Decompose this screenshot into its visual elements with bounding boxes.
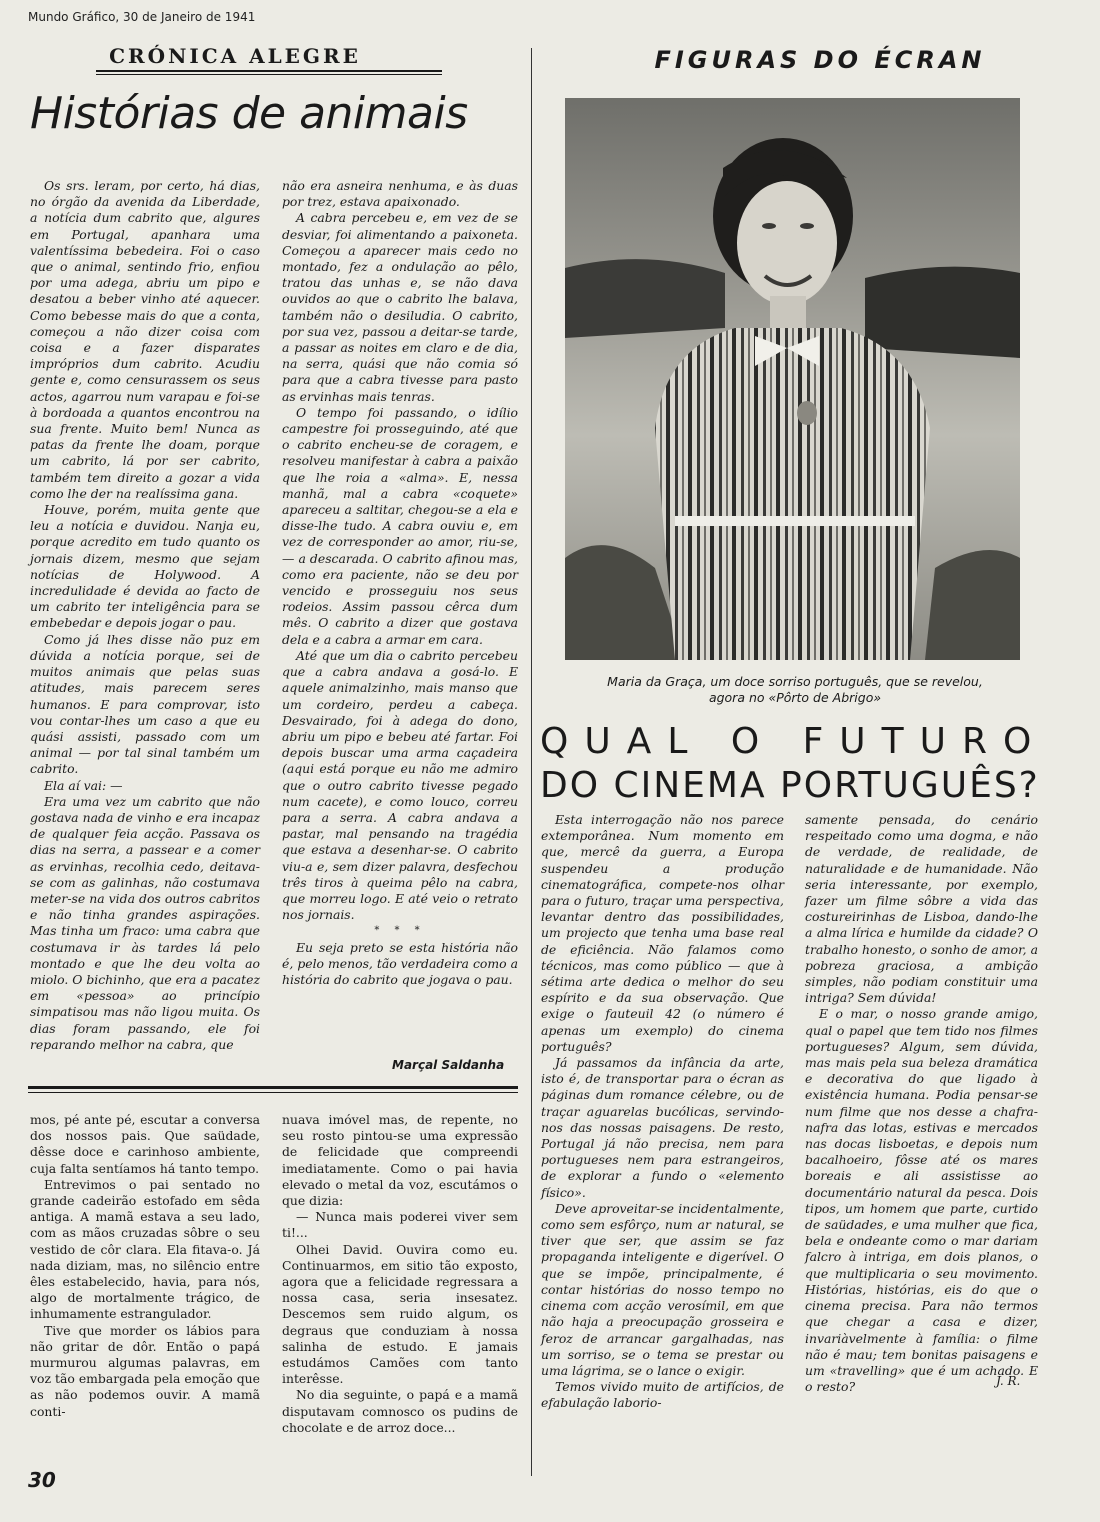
article-headline [540,720,1048,808]
article-column-2 [282,178,518,1058]
woman-portrait-image [565,98,1020,660]
author-signature: Marçal Saldanha [392,1058,505,1072]
story-column-2 [282,1112,518,1435]
page-number: 30 [28,1468,56,1492]
story-divider-thin [28,1092,518,1093]
paragraph: Tive que morder os lábios para não gritar de dôr. Então o papá murmurou algumas palavras, em voz tão embargada pela emoção que as não podemos ouvir. A mamã conti- [30,1322,260,1419]
paragraph: Temos vivido muito de artifícios, de efabulação laborio- [541,1379,784,1411]
paragraph: nuava imóvel mas, de repente, no seu rosto pintou-se uma expressão de felicidade que compreendi imediatamente. Como o pai havia elevado o metal da voz, escutámos o que dizia: [282,1112,518,1209]
paragraph: Os srs. leram, por certo, há dias, no órgão da avenida da Liberdade, a notícia dum cabrito que, algures em Portugal, apanhara uma valentíssima bebedeira. Foi o caso que o animal, sentindo frio, enfiou por uma adega, abriu um pipo e desatou a beber vinho até aquecer. Como bebesse mais do que a conta, começou a não dizer coisa com coisa e a fazer disparates impróprios dum cabrito. Acudiu gente e, como censurassem os seus actos, agarrou num varapau e foi-se à bordoada a quantos encontrou na sua frente. Muito bem! Nunca as patas da frente lhe doam, porque um cabrito, lá por ser cabrito, também tem direito a gozar a vida como lhe der na realíssima gana. [30,178,260,501]
story-column-1 [30,1112,260,1419]
masthead: Mundo Gráfico, 30 de Janeiro de 1941 [28,10,256,24]
story-divider [28,1086,518,1089]
paragraph: A cabra percebeu e, em vez de se desviar, foi alimentando a paixoneta. Começou a aparecer mais cedo no montado, fez a ondulação ao pêlo, tratou das unhas e, se não dava ouvidos ao que o cabrito lhe balava, também não o desiludia. O cabrito, por sua vez, passou a deitar-se tarde, a passar as noites em claro e de dia, na serra, quási que não comia só para que a cabra tivesse para pasto as ervinhas mais tenras. [282,210,518,404]
caption-line: Maria da Graça, um doce sorriso português, que se revelou, [607,674,983,689]
paragraph: Entrevimos o pai sentado no grande cadeirão estofado em sêda antiga. A mamã estava a seu lado, com as mãos cruzadas sôbre o seu vestido de côr clara. Ela fitava-o. Já nada diziam, mas, no silêncio entre êles estabelecido, havia, para nós, algo de mortalmente trágico, de inhumamente estrangulador. [30,1176,260,1322]
paragraph: não era asneira nenhuma, e às duas por trez, estava apaixonado. [282,178,518,210]
headline-line: DO CINEMA PORTUGUÊS? [540,765,1040,806]
section-break: * * * [374,925,426,937]
paragraph: E o mar, o nosso grande amigo, qual o papel que tem tido nos filmes portugueses? Algum, sem dúvida, mas mais pela sua beleza dramática e decorativa do que ligado à existência humana. Podia pensar-se num filme que nos desse a chafra-nafra das lotas, estivas e mercados nas docas lisboetas, e depois num bacalhoeiro, fôsse até os mares boreais e ali assistisse ao documentário natural da pesca. Dois tipos, um homem que parte, curtido de saüdades, e uma mulher que fica, bela e ondeante como o mar dariam falcro à intriga, em dois planos, o que multiplicaria o seu movimento. Histórias, histórias, eis do que o cinema precisa. Para não termos que chegar a casa e dizer, invariàvelmente à família: o filme não é mau; tem bonitas paisagens e um «travelling» que é um achado. E o resto? [805,1006,1038,1395]
article-title: Histórias de animais [30,88,468,139]
paragraph: Esta interrogação não nos parece extemporânea. Num momento em que, mercê da guerra, a Europa suspendeu a produção cinematográfica, compete-nos olhar para o futuro, traçar uma perspectiva, levantar dentro das possibilidades, um projecto que tenha uma base real de eficiência. Não falamos como técnicos, mas como público — que à sétima arte dedica o melhor do seu espírito e da sua observação. Que exige o fauteuil 42 (o número é apenas um exemplo) do cinema português? [541,812,784,1054]
headline-line: QUAL O FUTURO [540,721,1048,762]
section-rule [96,70,442,72]
portrait-photo [565,98,1020,660]
section-label-cronica: CRÓNICA ALEGRE [109,44,361,68]
cinema-column-1 [541,812,784,1411]
paragraph: samente pensada, do cenário respeitado como uma dogma, e não de verdade, de realidade, de naturalidade e de humanidade. Não seria interessante, por exemplo, fazer um filme sôbre a vida das costureirinhas de Lisboa, dando-lhe a alma lírica e humilde da cidade? O trabalho honesto, o sonho de amor, a pobreza graciosa, a ambição simples, não podiam constituir uma intriga? Sem dúvida! [805,812,1038,1006]
paragraph: mos, pé ante pé, escutar a conversa dos nossos pais. Que saüdade, dêsse doce e carinhoso ambiente, cuja falta sentíamos há tanto tempo. [30,1112,260,1176]
section-label-figuras: FIGURAS DO ÉCRAN [654,46,986,74]
paragraph: Eu seja preto se esta história não é, pelo menos, tão verdadeira como a história do cabrito que jogava o pau. [282,939,518,987]
author-initials: J. R. [996,1374,1021,1388]
paragraph: Olhei David. Ouvira como eu. Continuarmos, em sitio tão exposto, agora que a felicidade regressara a nossa casa, seria insesatez. Descemos sem ruido algum, os degraus que conduziam à nossa salinha de estudo. E jamais estudámos Camões com tanto interêsse. [282,1241,518,1387]
paragraph: Deve aproveitar-se incidentalmente, como sem esfôrço, num ar natural, se tiver que ser, que assim se faz propaganda inteligente e digerível. O que se impõe, principalmente, é contar histórias do nosso tempo no cinema com acção verosímil, em que não haja a preocupação grosseira e feroz de arrancar gargalhadas, nas um sorriso, se o tema se prestar ou uma lágrima, se o lance o exigir. [541,1200,784,1378]
paragraph: Era uma vez um cabrito que não gostava nada de vinho e era incapaz de qualquer feia acção. Passava os dias na serra, a passear e a comer as ervinhas, recolhia cedo, deitava-se com as galinhas, não costumava meter-se na vida dos outros cabritos e não tinha grandes aspirações. Mas tinha um fraco: uma cabra que costumava ir às tardes lá pelo montado e que lhe deu volta ao miolo. O bichinho, que era a pacatez em «pessoa» ao princípio simpatisou mas não ligou muita. Os dias foram passando, ele foi reparando melhor na cabra, que [30,793,261,1052]
paragraph: Até que um dia o cabrito percebeu que a cabra andava a gosá-lo. E aquele animalzinho, mais manso que um cordeiro, perdeu a cabeça. Desvairado, foi à adega do dono, abriu um pipo e bebeu até fartar. Foi depois buscar uma arma caçadeira (aqui está porque eu não me admiro que o outro cabrito tivesse pegado num cacete), e como louco, correu para a serra. A cabra andava a pastar, mal pensando na tragédia que estava a desenhar-se. O cabrito viu-a e, sem dizer palavra, desfechou três tiros à queima pêlo na cabra, que morreu logo. E até veio o retrato nos jornais. [282,647,518,923]
article-column-1 [30,178,260,1098]
photo-caption [560,674,1030,706]
paragraph: O tempo foi passando, o idílio campestre foi prosseguindo, até que o cabrito encheu-se de coragem, e resolveu manifestar à cabra a paixão que lhe roia a «alma». E, nessa manhã, mal a cabra «coquete» apareceu a saltitar, chegou-se a ela e disse-lhe tudo. A cabra ouviu e, em vez de corresponder ao amor, riu-se, — a descarada. O cabrito afinou mas, como era paciente, não se deu por vencido e prosseguiu nos seus rodeios. Assim passou cêrca dum mês. O cabrito a dizer que gostava dela e a cabra a armar em cara. [282,404,518,647]
paragraph: Já passamos da infância da arte, isto é, de transportar para o écran as páginas dum romance célebre, ou de traçar aguarelas bucólicas, servindo-nos das nossas paisagens. De resto, Portugal já não precisa, nem para portugueses nem para estrangeiros, de explorar a fundo o «elemento físico». [541,1055,784,1200]
paragraph: Como já lhes disse não puz em dúvida a notícia porque, sei de muitos animais que pelas suas atitudes, mais parecem seres humanos. E para comprovar, isto vou contar-lhes um caso a que eu quási assisti, passado com um animal — por tal sinal também um cabrito. [30,631,260,777]
paragraph: No dia seguinte, o papá e a mamã disputavam comnosco os pudins de chocolate e de arroz doce... [282,1387,518,1435]
paragraph: Ela aí vai: — [44,777,123,793]
column-divider [531,48,532,1476]
paragraph: — Nunca mais poderei viver sem ti!... [282,1209,518,1241]
section-rule-thin [96,74,442,75]
paragraph: Houve, porém, muita gente que leu a notícia e duvidou. Nanja eu, porque acredito em tudo quanto os jornais dizem, mesmo que sejam notícias de Holywood. A incredulidade é devida ao facto de um cabrito ter inteligência para se embebedar e depois jogar o pau. [30,502,260,631]
caption-line: agora no «Pôrto de Abrigo» [708,690,882,705]
